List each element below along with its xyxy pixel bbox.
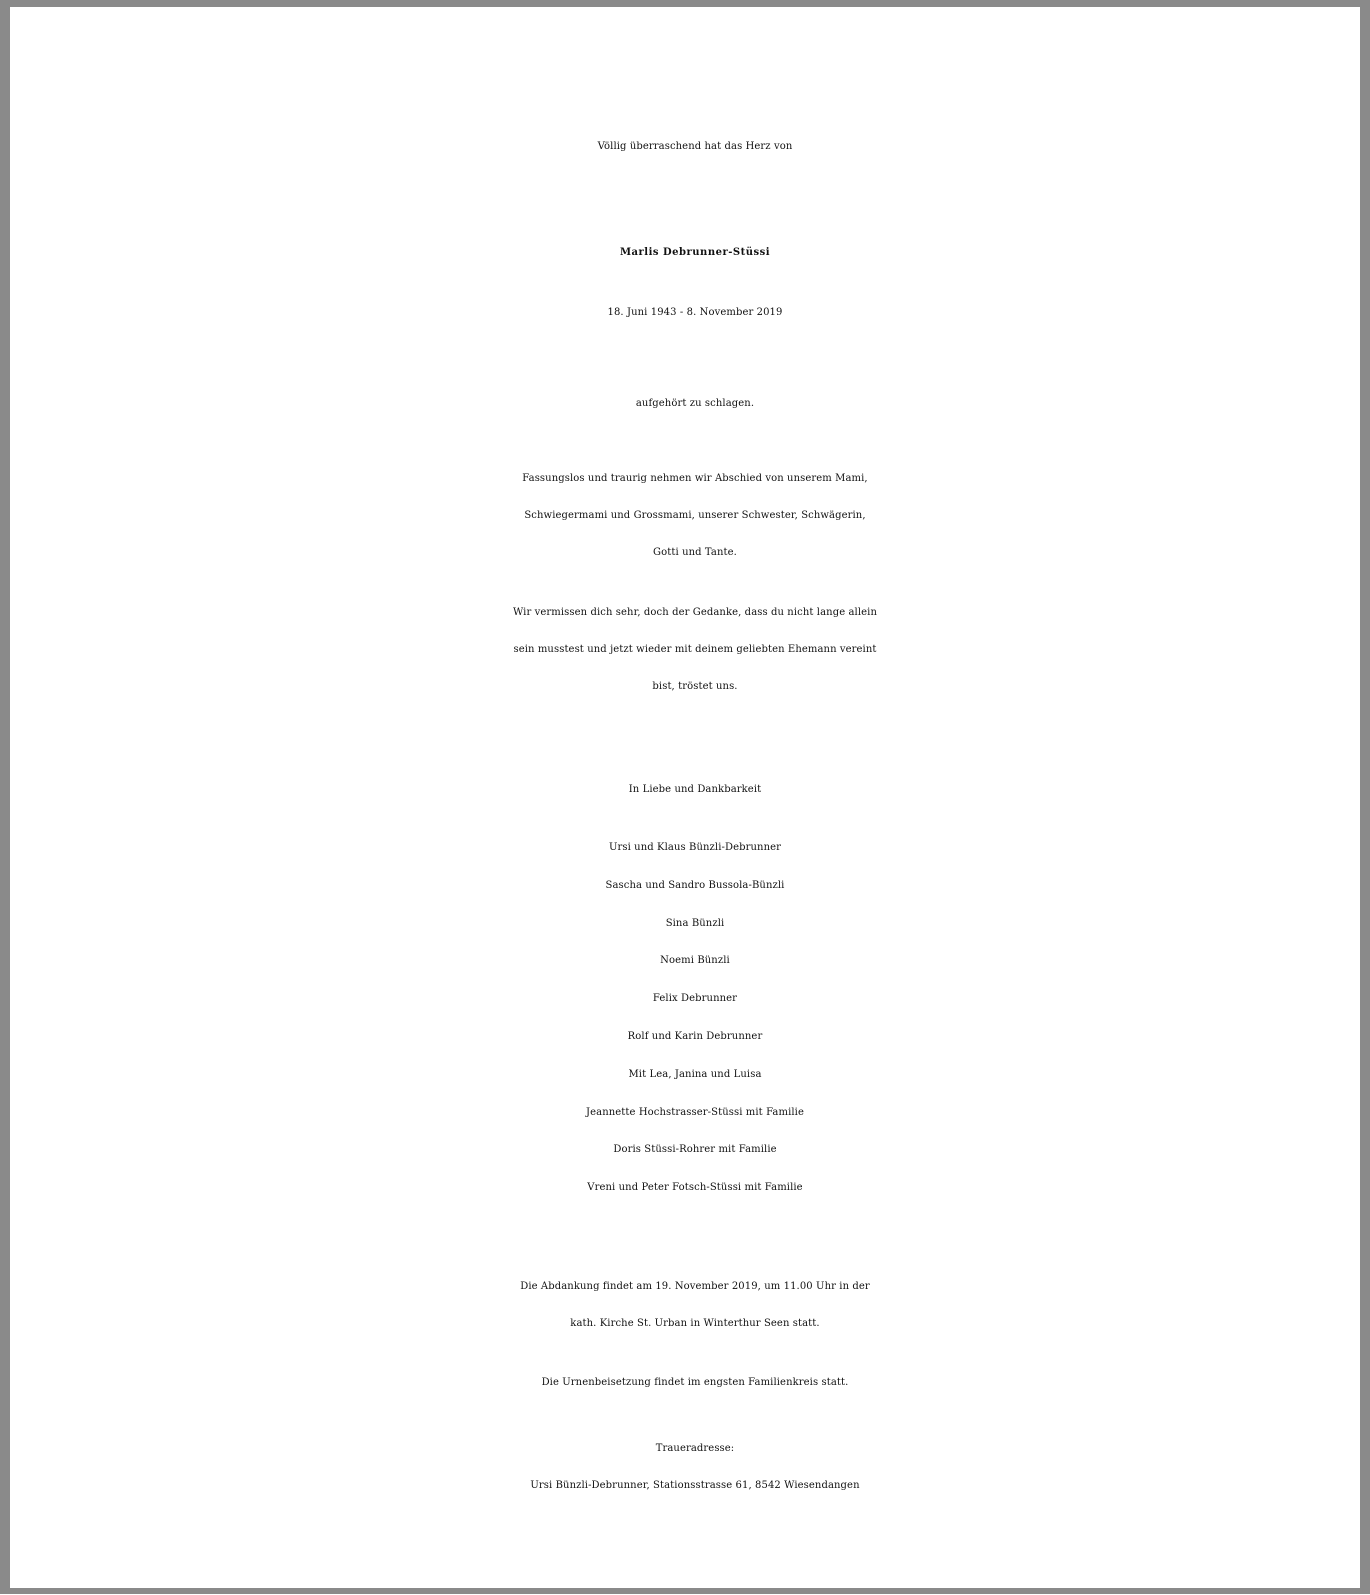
remembrance-line-3: bist, tröstet uns. <box>652 681 738 692</box>
mourner-name: Sina Bünzli <box>665 918 725 929</box>
burial-text: Die Urnenbeisetzung findet im engsten Familienkreis statt. <box>541 1377 849 1388</box>
intro-end-text: aufgehört zu schlagen. <box>635 398 755 409</box>
mourner-name: Ursi und Klaus Bünzli-Debrunner <box>608 842 782 853</box>
closing-text: In Liebe und Dankbarkeit <box>628 784 762 795</box>
intro-text: Völlig überraschend hat das Herz von <box>597 141 793 152</box>
mourner-name: Noemi Bünzli <box>660 955 730 966</box>
mourner-name: Doris Stüssi-Rohrer mit Familie <box>613 1144 777 1155</box>
obituary-notice <box>20 14 1370 1595</box>
remembrance-line-1: Wir vermissen dich sehr, doch der Gedanke, dass du nicht lange allein <box>512 607 878 618</box>
life-dates: 18. Juni 1943 - 8. November 2019 <box>607 307 783 318</box>
service-line-1: Die Abdankung findet am 19. November 2019, um 11.00 Uhr in der <box>520 1281 870 1292</box>
mourner-name: Rolf und Karin Debrunner <box>627 1031 763 1042</box>
farewell-line-1: Fassungslos und traurig nehmen wir Abschied von unserem Mami, <box>522 473 868 484</box>
mourner-name: Sascha und Sandro Bussola-Bünzli <box>605 880 785 891</box>
service-line-2: kath. Kirche St. Urban in Winterthur Seen statt. <box>570 1318 820 1329</box>
mourner-name: Jeannette Hochstrasser-Stüssi mit Familie <box>586 1107 804 1118</box>
address-value: Ursi Bünzli-Debrunner, Stationsstrasse 61, 8542 Wiesendangen <box>530 1480 860 1491</box>
mourner-name: Vreni und Peter Fotsch-Stüssi mit Familie <box>587 1182 803 1193</box>
deceased-name: Marlis Debrunner-Stüssi <box>619 247 771 258</box>
mourner-name: Felix Debrunner <box>652 993 738 1004</box>
remembrance-line-2: sein musstest und jetzt wieder mit deinem geliebten Ehemann vereint <box>513 644 877 655</box>
farewell-line-3: Gotti und Tante. <box>653 547 737 558</box>
farewell-line-2: Schwiegermami und Grossmami, unserer Schwester, Schwägerin, <box>524 510 866 521</box>
address-label: Traueradresse: <box>655 1443 735 1454</box>
mourner-name: Mit Lea, Janina und Luisa <box>628 1069 762 1080</box>
